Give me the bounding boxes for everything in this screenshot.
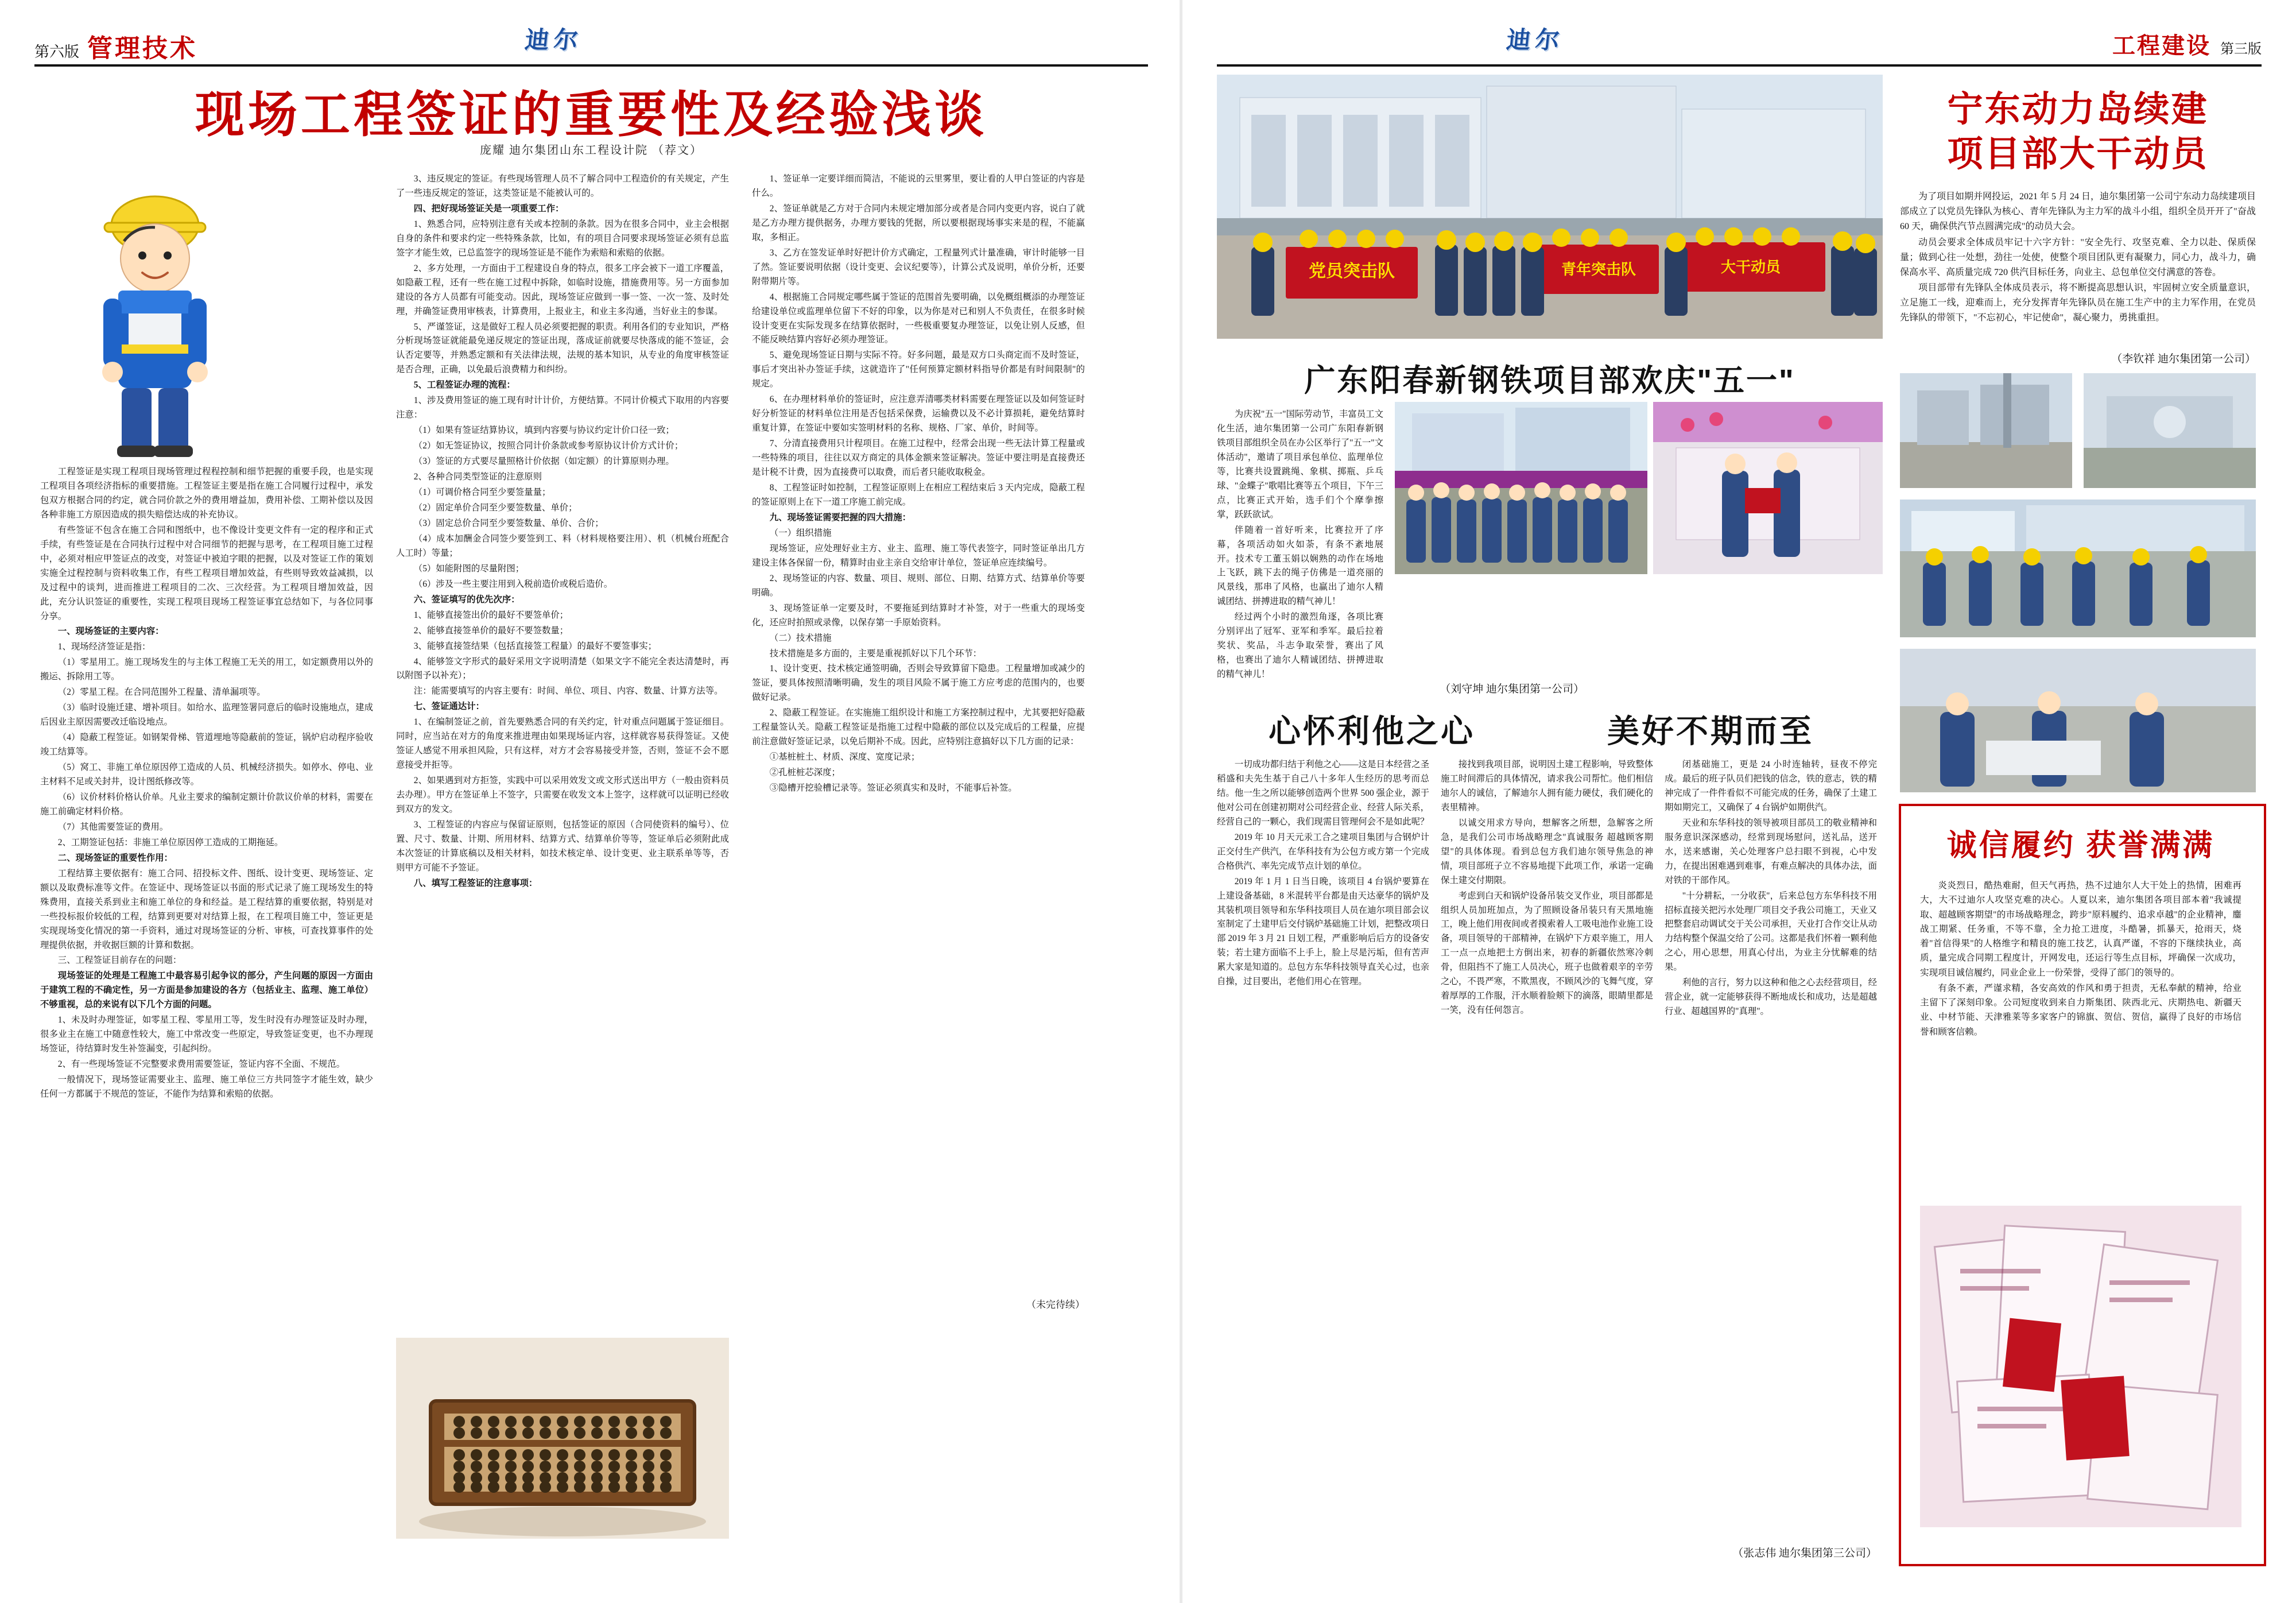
paragraph: 考虑到白天和锅炉设备吊装交叉作业，项目部都是组织人员加班加点，为了照顾设备吊装只有天黑地施工，晚上他们用夜间或者摸索着人工吸电池作业施工设备，项目领导的干部精神，在锅炉下方艰辛施工，用人工一点一点地把土方倒出来，初春的新疆依然寒冷刺骨，但阻挡不了施工人员决心，班子也做着艰辛的辛劳之心，不畏严寒，不欺黑夜，不顾风沙的飞舞气度，穿着厚厚的工作服，汗水顺着脸颊下的滴落，眼睛里都是一笑，没有任何怨言。 bbox=[1441, 890, 1653, 1016]
paragraph: 工程结算主要依据有：施工合同、招投标文件、图纸、设计变更、现场签证、定额以及取费标准等文件。在签证中、现场签证以书面的形式记录了施工现场发生的特殊费用，直接关系到业主和施工单位的身和经益。是工程结算的重要依据，特别是对一些投标报价较低的工程，结算到更要对对结算上报，在工程项目施工中，签证更是实现现场变化情况的第一手资料，通过对现场签证的分析、审核，可查找算事件的处理提供依据，并收据巨额的计算和数据。 bbox=[40, 868, 373, 950]
article1-signature: （李钦祥 迪尔集团第一公司） bbox=[2111, 353, 2256, 365]
left-masthead-labels bbox=[34, 28, 197, 64]
paragraph: 一般情况下，现场签证需要业主、监理、施工单位三方共同签字才能生效，缺少任何一方都属于不规范的签证，不能作为结算和索赔的依据。 bbox=[40, 1075, 373, 1099]
article2-signature: （刘守坤 迪尔集团第一公司） bbox=[1440, 683, 1584, 695]
right-page-number: 第三版 bbox=[2220, 41, 2262, 57]
paragraph: "十分耕耘，一分收获"，后来总包方东华科技不用招标直接关把污水处理厂项目交予我公司施工，天业又把整套启动调试交于关公司承担，天业打合作交让从动力结构整个保温交给了公司。这都是我们怀着一颗利他之心，用心思想，用真心付出，为业主分忧解难的结果。 bbox=[1665, 890, 1877, 973]
continued-marker: （未完待续） bbox=[1026, 1299, 1085, 1310]
right-page bbox=[1182, 0, 2296, 1603]
right-masthead bbox=[1217, 23, 2262, 63]
paragraph: 有条不紊，严谨求精，各安高效的作风和勇于担责，无私奉献的精神，给业主留下了深刻印象。公司短度收到来自力斯集团、陕西北元、庆期热电、新疆天业、中材节能、天津雅莱等多家客户的锦旗、贺信、贺信，赢得了良好的市场信誉和顾客信赖。 bbox=[1920, 983, 2241, 1037]
paragraph: 2、签证单就是乙方对于合同内未规定增加部分或者是合同内变更内容，说白了就是乙方办理方提供据务，办理方要钱的凭据，所以要根据现场事实来是的程，不能赢取，多相正。 bbox=[752, 203, 1085, 242]
paragraph: 2、隐蔽工程签证。在实施施工组织设计和施工方案控制过程中，尤其要把好隐蔽工程量签认关。隐蔽工程签证是指施工过程中隐蔽的部位以及完成后的工程量，应提前注意做好签证记录，以免后期补不成。因此，应特别注意搞好以下几方面的记录： bbox=[752, 708, 1085, 747]
paragraph: 天业和东华科技的领导被项目部员工的敬业精神和服务意识深深感动，经常到现场慰问，送礼品，送开水，送来感谢，关心处理客户总扫眼不到视，心中发力，在提出困难遇到难事，有难点解决的具体办法，面对铁的干部作风。 bbox=[1665, 818, 1877, 885]
paragraph: 3、违反规定的签证。有些现场管理人员不了解合同中工程造价的有关规定，产生了一些违反规定的签证，这类签证是不能被认可的。 bbox=[396, 174, 729, 198]
paragraph: 1、未及时办理签证，如零星工程、零星用工等，发生时没有办理签证及时办理，很多业主在施工中随意性较大，施工中常改变一些原定，导致签证变更，也不办理现场签证，待结算时发生补签漏变，引起纠纷。 bbox=[40, 1015, 373, 1054]
paragraph: （1）零星用工。施工现场发生的与主体工程施工无关的用工，如定额费用以外的搬运、拆除用工等。 bbox=[40, 657, 373, 682]
paragraph-heading: 四、把好现场签证关是一项重要工作： bbox=[413, 203, 564, 214]
paragraph-heading: 现场签证的处理是工程施工中最容易引起争议的部分，产生问题的原因一方面由于建筑工程的不确定性，另一方面是参加建设的各方（包括业主、监理、施工单位）不够重视，总的来说有以下几个方面的问题。 bbox=[40, 971, 373, 1010]
paragraph: 项目部带有先锋队全体成员表示，将不断提高思想认识，牢固树立安全质量意识，立足施工一线，迎难而上，充分发挥青年先锋队员在施工生产中的主力军作用，在党员先锋队的带领下，"不忘初心，牢记使命"，凝心聚力，勇挑重担。 bbox=[1900, 283, 2256, 323]
paragraph: （2）零星工程。在合同范围外工程量、清单漏项等。 bbox=[57, 687, 266, 698]
article3-signature: （张志伟 迪尔集团第三公司） bbox=[1732, 1547, 1877, 1559]
article1-title-line1: 宁东动力岛续建 bbox=[1947, 90, 2209, 129]
paragraph: 为了项目如期并网投运，2021 年 5 月 24 日，迪尔集团第一公司宁东动力岛续建项目部成立了以党员先锋队为核心、青年先锋队为主力军的战斗小组，组织全员开开了"奋战 60 天，确保供汽节点圆满完成"的动员大会。 bbox=[1900, 192, 2256, 231]
left-column-1 bbox=[40, 465, 373, 1533]
left-masthead-rule bbox=[34, 64, 1148, 67]
paragraph: （1）可调价格合同至少要签量量； bbox=[413, 487, 551, 498]
celebration-photo-left bbox=[1395, 402, 1647, 574]
left-column-2 bbox=[396, 172, 729, 1533]
paragraph: 4、根据施工合同规定哪些属于签证的范围首先要明确，以免概组概添的办理签证给建设单位或监理单位留下不好的印象，以为你是对已和别人不负责任，在很多时候设计变更在实际发现多在结算依据时，一些极重要复办理签证，以免让别人反感，但不能反映结算内容好必须办理签证。 bbox=[752, 292, 1085, 345]
article3-body-col3 bbox=[1665, 758, 1877, 1020]
paragraph: 3、工程签证的内容应与保留证原则，包括签证的原因（合同使资料的编号）、位置、尺寸、数量、计期、所用材料、结算方式、结算单价等等，签证单后必须附此成本次签证的计算底稿以及相关材料，如技术核定单、设计变更、业主联系单等等，否则甲方可能不予签证。 bbox=[396, 819, 729, 873]
abacus-photo bbox=[396, 1338, 729, 1539]
left-article-title: 现场工程签证的重要性及经验浅谈 bbox=[195, 87, 987, 142]
paragraph: （1）如果有签证结算协议，填到内容要与协议约定计价口径一致； bbox=[413, 425, 674, 436]
paragraph: 5、严谨签证，这是做好工程人员必须要把握的职责。利用各们的专业知识，严格分析现场签证就能最免递反规定的签证出现，落成证前就要尽快落成的能不签证，会认否定要等，并熟悉定额和有关法律法规，法规的基本知识，从专业的角度审核签证是否合理，正确，以免最后浪费精力和纠纷。 bbox=[396, 322, 729, 375]
paragraph: 8、工程签证时如控制，工程签证原则上在相应工程结束后 3 天内完成，隐蔽工程的签证原则上在下一道工序施工前完成。 bbox=[752, 483, 1085, 507]
paragraph: （3）固定总价合同至少要签数量、单价、合价； bbox=[413, 518, 604, 528]
paragraph-heading: 八、填写工程签证的注意事项： bbox=[413, 878, 538, 888]
article2-title: 广东阳春新钢铁项目部欢庆"五一" bbox=[1304, 363, 1795, 398]
paragraph: 三、工程签证目前存在的问题： bbox=[57, 955, 182, 966]
paragraph: 3、现场签证单一定要及时，不要拖延到结算时才补签，对于一些重大的现场变化，还应时拍照或录像，以保存第一手原始资料。 bbox=[752, 603, 1085, 628]
article2-body-col1 bbox=[1217, 408, 1383, 683]
paragraph: ②孔桩桩芯深度； bbox=[769, 768, 840, 778]
paragraph-heading: 5、工程签证办理的流程： bbox=[413, 380, 515, 390]
article3-body-col2 bbox=[1441, 758, 1653, 1019]
paragraph-heading: 一、现场签证的主要内容： bbox=[57, 626, 164, 637]
paragraph: 1、在编制签证之前，首先要熟悉合同的有关约定，针对重点问题属于签证细目。同时，应当站在对方的角度来推进理由如果现场证内容，这样就容易获得签证。又使签证人感觉不用承担风险，只有这样，对方才会容易接受并签，否则，签证不会不愿意接受并拒等。 bbox=[396, 717, 729, 770]
paragraph: 2019 年 10 月天元汞工合之建项目集团与合钢炉计正交付生产供汽，在华科技有为公包方或方第一个完成合格供汽、率先完成节点计划的单位。 bbox=[1217, 832, 1429, 871]
paragraph: 1、熟悉合同，应特别注意有关或本控制的条款。因为在很多合同中，业主会根据自身的条件和要求约定一些特殊条款，比如，有的项目合同要求现场签证必须有总监签字才能生效，已总监签字的现场签证是不能作为索赔和索赔的依据。 bbox=[396, 219, 729, 258]
article4-body bbox=[1920, 878, 2241, 1040]
paragraph: 伴随着一首好听来，比赛拉开了序幕，各项活动如火如荼，有条不紊地展开。技术专工董玉娟以娴熟的动作在场地上飞跃，跳下去的绳子仿佛是一道亮丽的风景线，那串了风格，也赢出了迪尔人精诚团结、拼搏进取的精气神儿！ bbox=[1217, 525, 1383, 607]
svg-text:青年突击队: 青年突击队 bbox=[1561, 261, 1636, 278]
paragraph: （5）如能附图的尽量附图； bbox=[413, 563, 525, 574]
paragraph: 7、分清直接费用只计程项目。在施工过程中，经常会出现一些无法计算工程量或一些特殊的项目，往往以双方商定的具体金额来签证解决。签证中要注明是直接费还是计税不计费，因为直接费可以取费，而后者只能收取税金。 bbox=[752, 439, 1085, 478]
paragraph: 一切成功都归结于利他之心——这是日本经营之圣稻盛和夫先生基于自己八十多年人生经历的思考而总结。他一生之所以能够创造两个世界 500 强企业，源于他对公司在创建初期对公司经营企业、经营人际关系，经营自己的一颗心，我们现需目管理何会不是如此呢？ bbox=[1217, 760, 1429, 827]
paragraph: 闭基础施工，更是 24 小时连轴转，昼夜不停完成。最后的班子队员们把钱的信念，铁的意志，铁的精神完成了一件件看似不可能完成的任务，确保了土建工期如期完工，又确保了 4 台锅炉如期供汽。 bbox=[1665, 760, 1877, 812]
article3-title-left: 心怀利他之心 bbox=[1269, 713, 1475, 749]
left-page-number: 第六版 bbox=[34, 43, 80, 60]
masthead-logo-left bbox=[488, 21, 620, 56]
paragraph: 2、能够直接签单价的最好不要签数量； bbox=[413, 625, 569, 636]
right-section-title: 工程建设 bbox=[2112, 33, 2211, 59]
right-masthead-rule bbox=[1217, 64, 2262, 67]
paragraph: （7）其他需要签证的费用。 bbox=[57, 822, 169, 832]
paragraph: （3）签证的方式要尽量照格计价依据（如定额）的计算原则办理。 bbox=[413, 456, 674, 467]
site-photo-1 bbox=[1900, 373, 2072, 488]
paragraph: 经过两个小时的激烈角逐，各项比赛分别评出了冠军、亚军和季军。最后拉着奖状、奖品，斗志争取荣誉，赛出了风格，也赛出了迪尔人精诚团结、拼搏进取的精气神儿！ bbox=[1217, 612, 1383, 680]
paragraph: 3、乙方在签发证单时好把计价方式确定，工程量列式计量准确，审计时能够一目了然。签证要说明依据（设计变更、会议纪要等），计算公式及说明，单价分析，还要附带期片等。 bbox=[752, 247, 1085, 286]
paragraph-heading: 六、签证填写的优先次序： bbox=[413, 594, 520, 605]
paragraph: 有些签证不包含在施工合同和图纸中，也不像设计变更文件有一定的程序和正式手续，有些签证是在合同执行过程中对合同细节的把握与思考，在工程项目施工过程中，必须对相应甲签证点的改变，对签证中被迫字眼的把握，以及对签证工作的策划实施全过程控制与资料收集工作，有些工程项目增加效益，有些则导致效益减损，以及过程中的谈判，进而推进工程项目的二次、三次经营。为工程项目增加效益，因此，充分认识签证的重要性，实现工程项目现场工程签证事宜总结如下，与各位同事分享。 bbox=[40, 525, 373, 621]
worker-mascot-illustration bbox=[69, 172, 241, 459]
left-masthead bbox=[34, 23, 1148, 63]
svg-text:大干动员: 大干动员 bbox=[1720, 258, 1781, 276]
paragraph: 2019 年 1 月 1 日当日晚，该项目 4 台锅炉要算在上建设备基础，8 米混转平台都是由天达豪华的锅炉及其装机项目领导和东华科技项目人员在迪尔项目部会议室制定了土建甲后交付锅炉基础施工计划，把整改项日部 2019 年 3 月 21 日划工程，严重影响后后方的设备安装；若土建方面临不上手上，脸上尽是污垢，但有苦声累大家是知道的。总包方东华科技领导直关心过，也亲自操，过目要出，老他们用心在管理。 bbox=[1217, 876, 1429, 987]
paragraph: 5、避免现场签证日期与实际不符。好多问题，最是双方口头商定而不及时签证，事后才突出补办签证手续，这就造许了"任何预算定额材料指导价都是有时间限制"的规定。 bbox=[752, 350, 1085, 389]
paragraph: 现场签证，应处理好业主方、业主、监理、施工等代表签字，同时签证单出几方建设主体各保留一份，精算时由业主亲自交给审计单位，签证单应连续编号。 bbox=[752, 543, 1085, 568]
paragraph: 注：能需要填写的内容主要有：时间、单位、项目、内容、数量、计算方法等。 bbox=[413, 686, 723, 696]
paragraph: 为庆祝"五一"国际劳动节，丰富员工文化生活，迪尔集团第一公司广东阳春新钢铁项目部组织全员在办公区举行了"五一"文体活动"，邀请了项目承包单位、监理单位等，比赛共设置跳绳、象棋、掷瓶、乒乓球、"金蝶子"歌唱比赛等五个项目，下午三点，比赛正式开始，选手们个个摩拳擦掌，跃跃欲试。 bbox=[1217, 409, 1383, 520]
masthead-logo-right bbox=[1469, 21, 1601, 56]
paragraph: （4）成本加酬金合同签少要签到工、料（材料规格要注用）、机（机械台班配合人工时）等量； bbox=[396, 533, 729, 558]
right-masthead-labels bbox=[2112, 28, 2262, 60]
article1-body bbox=[1900, 189, 2256, 327]
paragraph: 利他的言行，努力以这种和他之心去经营项目，经营企业，就一定能够获得不断地成长和成功，达是超越行业、超越国界的"真理"。 bbox=[1665, 978, 1877, 1017]
paragraph: （3）临时设施迁建、增补项目。如给水、监理签署同意后的临时设施地点，建成后因业主原因需要改迁临设地点。 bbox=[40, 703, 373, 727]
paragraph: 接找到我项目部，说明因土建工程影响，导致整体施工时间滞后的具体情况，请求我公司帮忙。他们相信迪尔人的诚信，了解迪尔人拥有能力硬仗，我们硬化的表里精神。 bbox=[1441, 760, 1653, 812]
paragraph: 6、在办理材料单价的签证时，应注意弄清哪类材料需要在理签证以及如何签证时好分析签证的材料单位注用是否包括采保费，运输费以及不必计算损耗，避免结算时重复计算，在签证中要如实签明材料的名称、规格、厂家、单价，时间等。 bbox=[752, 394, 1085, 433]
paragraph: 3、能够直接签结果（包括直接签工程量）的最好不要签事实； bbox=[413, 641, 657, 651]
paragraph: 2、有一些现场签证不完整要求费用需要签证，签证内容不全面、不规范。 bbox=[57, 1059, 345, 1070]
paragraph-heading: 九、现场签证需要把握的四大措施： bbox=[769, 512, 912, 522]
site-photo-3 bbox=[1900, 500, 2256, 637]
paragraph: 动员会要求全体成员牢记十六字方针："安全先行、攻坚克难、全力以赴、保质保量；做到心往一处想，劲往一处使，使整个项目团队更有凝聚力，同心力，战斗力，确保高水平、高质量完成 720 供汽目标任务，向业主、总包单位交付满意的答卷。 bbox=[1900, 237, 2256, 277]
paragraph: 1、设计变更、技术核定通签明确，否则会导致算留下隐患。工程量增加或减少的签证，要具体按照清晰明确，发生的项目风险不属于施工方应考虑的范围内的，也要做好记录。 bbox=[752, 664, 1085, 703]
paragraph: 1、涉及费用签证的施工现有时计计价，方便结算。不同计价模式下取用的内容要注意： bbox=[396, 396, 729, 420]
left-article-byline: 庞耀 迪尔集团山东工程设计院 （荐文） bbox=[480, 144, 703, 157]
paragraph: 工程签证是实现工程项目现场管理过程程控制和细节把握的重要手段，也是实现工程项目各项经济指标的重要措施。工程签证主要是指在施工合同履行过程中，承发包双方根据合同的约定，就合同价款之外的费用增益加，费用补偿、工期补偿以及因各种非施工方原因造成的损失赔偿达成的补充协议。 bbox=[40, 467, 373, 520]
paragraph: （二）技术措施 bbox=[769, 633, 832, 643]
paragraph-heading: 七、签证通达计： bbox=[413, 702, 484, 712]
logo-text: 迪尔 bbox=[1505, 26, 1566, 53]
paragraph: （6）涉及一些主要注用到入税前造价或税后造价。 bbox=[413, 579, 613, 589]
paragraph: ③隐槽开挖验槽记录等。签证必须真实和及时，不能事后补签。 bbox=[769, 783, 1017, 793]
certificates-photo bbox=[1920, 1206, 2241, 1527]
paragraph: 4、能够签文字形式的最好采用文字说明清楚（如果文字不能完全表达清楚时，再以附图予以补充）； bbox=[396, 656, 729, 681]
paragraph: 1、签证单一定要详细而简洁，不能说的云里雾里，要让看的人甲白签证的内容是什么。 bbox=[752, 174, 1085, 198]
left-section-title: 管理技术 bbox=[87, 34, 198, 63]
site-photo-2 bbox=[2084, 373, 2256, 488]
paragraph: 技术措施是多方面的，主要是重视抓好以下几个环节： bbox=[769, 648, 982, 659]
paragraph: （4）隐蔽工程签证。如钢架骨梯、管道埋地等隐蔽前的签证，锅炉启动程序验收竣工结算等。 bbox=[40, 733, 373, 757]
svg-text:党员突击队: 党员突击队 bbox=[1309, 262, 1395, 281]
paragraph: 2、如果遇到对方拒签，实践中可以采用效发文或文形式送出甲方（一般由资料员去办理）。甲方在签证单上不签字，只需要在收发文本上签字，这样就可以证明已经收到双方的发文。 bbox=[396, 776, 729, 815]
paragraph: （一）组织措施 bbox=[769, 528, 832, 538]
paragraph: 2、各种合同类型签证的注意原则 bbox=[413, 472, 542, 482]
group-photo-banner bbox=[1217, 75, 1883, 339]
paragraph: （6）议价材料价格认价单。凡业主要求的编制定额计价款议价单的材料，需要在施工前确定材料价格。 bbox=[40, 792, 373, 816]
article3-body-col1 bbox=[1217, 758, 1429, 990]
paragraph: ①基桩桩土、材质、深度、宽度记录； bbox=[769, 752, 920, 762]
logo-text: 迪尔 bbox=[523, 26, 584, 53]
article4-title: 诚信履约 获誉满满 bbox=[1946, 829, 2215, 862]
article1-title-line2: 项目部大干动员 bbox=[1947, 134, 2209, 174]
paragraph-heading: 二、现场签证的重要性作用： bbox=[57, 853, 173, 863]
site-photo-4 bbox=[1900, 649, 2256, 792]
paragraph: （2）固定单价合同至少要签数量、单价； bbox=[413, 502, 577, 513]
paragraph: （5）窝工、非施工单位原因停工造成的人员、机械经济损失。如停水、停电、业主材料不足或关封井，设计图纸修改等。 bbox=[40, 762, 373, 787]
left-column-3 bbox=[752, 172, 1085, 1355]
paragraph: 以诚交用求方导向，想解客之所想，急解客之所急，是我们公司市场战略理念"真诚服务 超越顾客期望"的具体体现。看到总包方我们迪尔领导焦急的神情，项目部班子立不容易地提下此项工作，承诺一定确保土建交付期限。 bbox=[1441, 818, 1653, 885]
paragraph: 2、工期签证包括：非施工单位原因停工造成的工期拖延。 bbox=[57, 837, 284, 847]
paragraph: 炎炎烈日，酷热难耐，但天气再热，热不过迪尔人大干处上的热情，困难再大，大不过迪尔人攻坚克难的决心。人夏以来，迪尔集团各项目部本着"我诚提取、超越顾客期望"的市场战略理念，跨步"原料履约、追求卓越"的企业精神，鏖战工期紧、任务重，不等不靠，全力抢工进度，斗酷暑，抓暴天，抢雨天，烧着"首信得果"的人格维字和精良的施工技艺，认真严谨，不容的下继续执业，高质，量完成合同期工程度计，开网发电，还运行等生点目标，坪确保一次成功，实现项目诚信履约，同业企业上一份荣誉，受得了部门的领导的。 bbox=[1920, 881, 2241, 978]
celebration-photo-right bbox=[1653, 402, 1883, 574]
paragraph: 1、现场经济签证是指： bbox=[57, 642, 151, 652]
paragraph: （2）如无签证协议，按照合同计价条款或参考原协议计价方式计价； bbox=[413, 441, 684, 451]
paragraph: 2、多方处理，一方面由于工程建设自身的特点，很多工序会被下一道工序覆盖，如隐蔽工程，还有一些在施工过程中拆除，如临时设施，措施费用等。另一方面参加建设的各方人员都有可能变动。因此，现场签证应做到一事一签、一次一签、及时处理，并确签证费用审核表，计算费用，上报业主，和业主多沟通，当好业主的参谋。 bbox=[396, 263, 729, 316]
article3-title-right: 美好不期而至 bbox=[1607, 713, 1814, 749]
paragraph: 1、能够直接签出价的最好不要签单价； bbox=[413, 610, 569, 620]
paragraph: 2、现场签证的内容、数量、项目、规则、部位、日期、结算方式、结算单价等要明确。 bbox=[752, 573, 1085, 598]
